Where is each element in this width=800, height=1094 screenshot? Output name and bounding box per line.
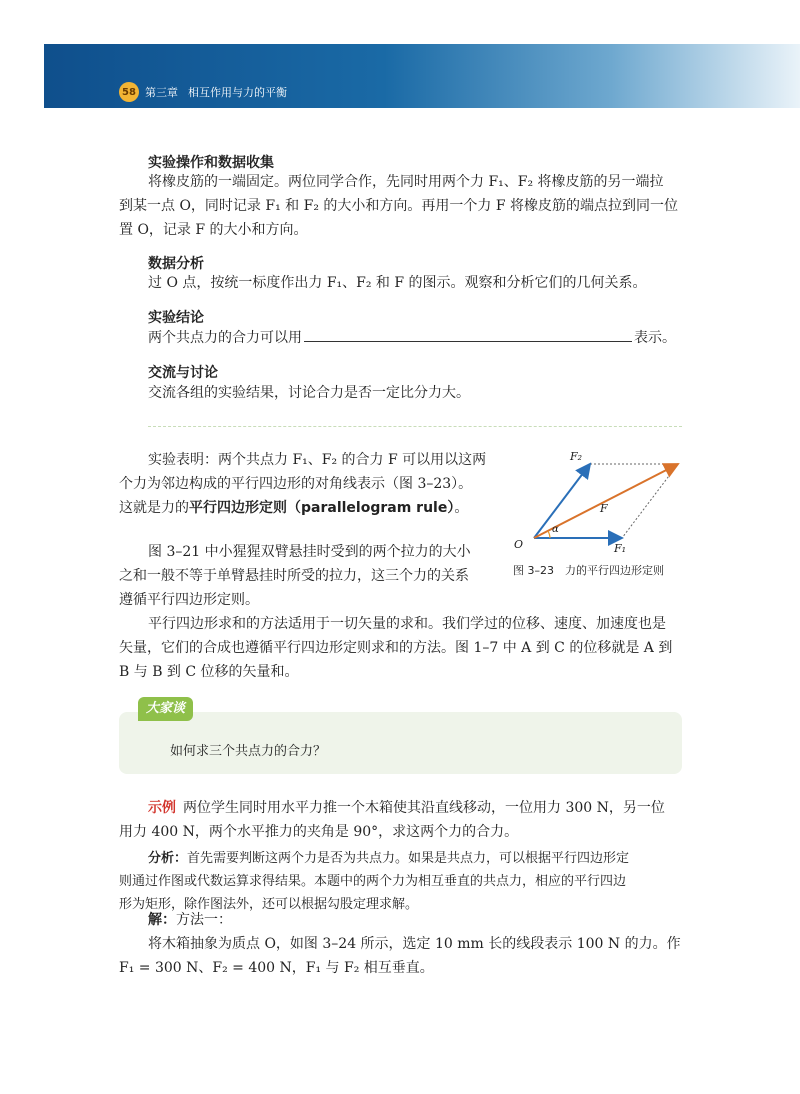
solution-line: F₁ = 300 N、F₂ = 400 N，F₁ 与 F₂ 相互垂直。 [119, 960, 434, 976]
analysis-line: 形为矩形，除作图法外，还可以根据勾股定理求解。 [119, 897, 419, 912]
chapter-heading [145, 84, 297, 100]
conclusion-line [148, 326, 676, 351]
parallelogram-figure [510, 448, 690, 558]
paragraph-line: 矢量，它们的合成也遵循平行四边形定则求和的方法。图 1–7 中 A 到 C 的位移就是 A 到 [119, 640, 673, 656]
conclusion-end: 表示。 [634, 330, 676, 346]
label-f1: F₁ [614, 542, 627, 555]
paragraph-line: 平行四边形求和的方法适用于一切矢量的求和。我们学过的位移、速度、加速度也是 [148, 616, 666, 632]
vector-f2 [534, 464, 590, 538]
solution-method: 方法一： [176, 912, 232, 928]
figure-caption: 图 3–23 力的平行四边形定则 [513, 564, 664, 577]
section-title-analysis: 数据分析 [148, 256, 204, 272]
chapter-title: 相互作用与力的平衡 [188, 86, 287, 99]
section-divider [148, 426, 682, 427]
paragraph-line: 图 3–21 中小猩猩双臂悬挂时受到的两个拉力的大小 [148, 544, 471, 560]
example-line: 用力 400 N，两个水平推力的夹角是 90°，求这两个力的合力。 [119, 824, 519, 840]
example-text: 两位学生同时用水平力推一个木箱使其沿直线移动，一位用力 300 N，另一位 [183, 800, 665, 816]
paragraph-line: 之和一般不等于单臂悬挂时所受的拉力，这三个力的关系 [119, 568, 469, 584]
paragraph-line: 置 O，记录 F 的大小和方向。 [119, 222, 308, 238]
chapter-number: 第三章 [145, 86, 178, 99]
paragraph-line: 到某一点 O，同时记录 F₁ 和 F₂ 的大小和方向。再用一个力 F 将橡皮筋的端点拉到同一位 [119, 198, 678, 214]
solution-label: 解： [148, 912, 176, 928]
label-o: O [514, 538, 524, 551]
section-title-operation: 实验操作和数据收集 [148, 155, 274, 171]
example-label: 示例 [148, 800, 176, 816]
section-title-discussion: 交流与讨论 [148, 365, 218, 381]
label-f2: F₂ [570, 450, 583, 463]
discussion-tag: 大家谈 [138, 697, 193, 721]
example-line [148, 796, 665, 821]
fill-in-blank [304, 327, 632, 342]
page-number: 58 [119, 82, 139, 102]
paragraph-line [119, 496, 468, 521]
analysis-line: 则通过作图或代数运算求得结果。本题中的两个力为相互垂直的共点力，相应的平行四边 [119, 874, 627, 889]
analysis-text: 首先需要判断这两个力是否为共点力。如果是共点力，可以根据平行四边形定 [187, 851, 630, 866]
paragraph-line: 将橡皮筋的一端固定。两位同学合作，先同时用两个力 F₁、F₂ 将橡皮筋的另一端拉 [148, 174, 664, 190]
paragraph-line: 交流各组的实验结果，讨论合力是否一定比分力大。 [148, 385, 470, 401]
text: 。 [454, 500, 469, 516]
paragraph-line: 实验表明：两个共点力 F₁、F₂ 的合力 F 可以用以这两 [148, 452, 487, 468]
analysis-line [148, 846, 629, 871]
angle-arc [548, 531, 550, 538]
label-f: F [600, 502, 608, 515]
discussion-question: 如何求三个共点力的合力？ [170, 744, 327, 759]
term-parallelogram-rule: 平行四边形定则（parallelogram rule） [189, 500, 455, 516]
paragraph-line: 个力为邻边构成的平行四边形的对角线表示（图 3–23）。 [119, 476, 473, 492]
solution-line: 将木箱抽象为质点 O，如图 3–24 所示，选定 10 mm 长的线段表示 100 N 的力。作 [148, 936, 681, 952]
label-alpha: α [552, 524, 559, 535]
section-title-conclusion: 实验结论 [148, 310, 204, 326]
analysis-label: 分析： [148, 851, 188, 866]
solution-line [148, 908, 232, 933]
text: 这就是力的 [119, 500, 189, 516]
paragraph-line: B 与 B 到 C 位移的矢量和。 [119, 664, 299, 680]
conclusion-text: 两个共点力的合力可以用 [148, 330, 302, 346]
paragraph-line: 遵循平行四边形定则。 [119, 592, 259, 608]
dashed-edge-right [622, 464, 678, 538]
paragraph-line: 过 O 点，按统一标度作出力 F₁、F₂ 和 F 的图示。观察和分析它们的几何关系。 [148, 275, 647, 291]
